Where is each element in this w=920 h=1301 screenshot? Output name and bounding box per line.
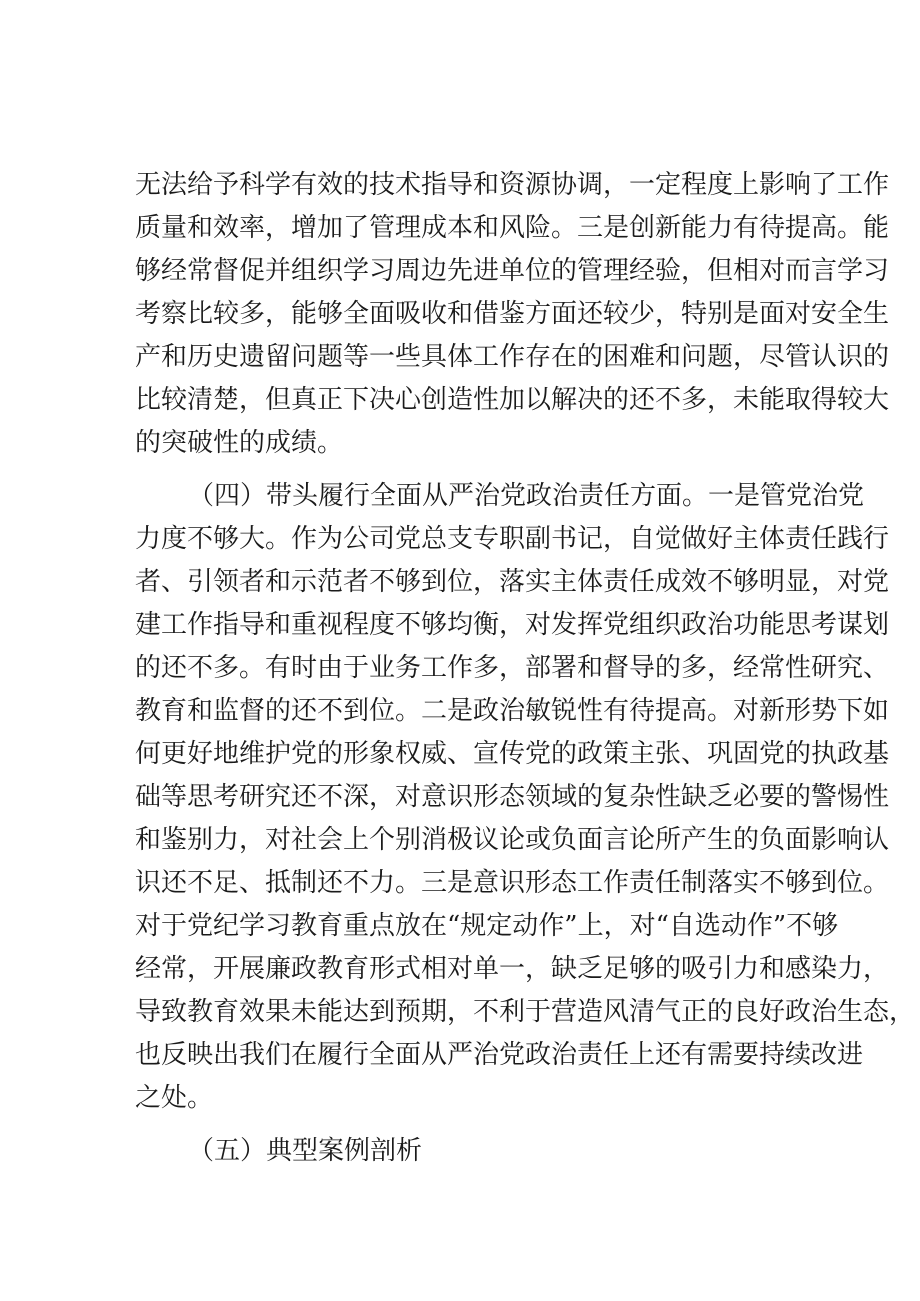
text-line: 何更好地维护党的形象权威、宣传党的政策主张、巩固党的执政基 [135, 739, 890, 769]
text-line: 比较清楚，但真正下决心创造性加以解决的还不多，未能取得较大 [135, 385, 890, 415]
text-line: 对于党纪学习教育重点放在“规定动作”上，对“自选动作”不够 [135, 911, 839, 941]
text-line: 之处。 [135, 1083, 214, 1113]
text-line: （四）带头履行全面从严治党政治责任方面。一是管党治党 [188, 481, 865, 511]
text-line: 无法给予科学有效的技术指导和资源协调，一定程度上影响了工作 [135, 170, 890, 200]
text-line: 质量和效率，增加了管理成本和风险。三是创新能力有待提高。能 [135, 213, 890, 243]
text-line: 建工作指导和重视程度不够均衡，对发挥党组织政治功能思考谋划 [135, 610, 890, 640]
text-line: 和鉴别力，对社会上个别消极议论或负面言论所产生的负面影响认 [135, 825, 890, 855]
text-line: 力度不够大。作为公司党总支专职副书记，自觉做好主体责任践行 [135, 524, 890, 554]
text-line: 导致教育效果未能达到预期，不利于营造风清气正的良好政治生态， [135, 997, 916, 1027]
text-line: 的还不多。有时由于业务工作多，部署和督导的多，经常性研究、 [135, 653, 890, 683]
text-line: 考察比较多，能够全面吸收和借鉴方面还较少，特别是面对安全生 [135, 299, 890, 329]
text-line: 的突破性的成绩。 [135, 428, 344, 458]
text-line: 者、引领者和示范者不够到位，落实主体责任成效不够明显，对党 [135, 567, 890, 597]
text-line: 也反映出我们在履行全面从严治党政治责任上还有需要持续改进 [135, 1040, 864, 1070]
text-line: 经常，开展廉政教育形式相对单一，缺乏足够的吸引力和感染力， [135, 954, 890, 984]
text-line: 教育和监督的还不到位。二是政治敏锐性有待提高。对新形势下如 [135, 696, 890, 726]
text-line: 够经常督促并组织学习周边先进单位的管理经验，但相对而言学习 [135, 256, 890, 286]
section-heading: （五）典型案例剖析 [188, 1136, 423, 1166]
text-line: 识还不足、抵制还不力。三是意识形态工作责任制落实不够到位。 [135, 868, 890, 898]
text-line: 础等思考研究还不深，对意识形态领域的复杂性缺乏必要的警惕性 [135, 782, 890, 812]
text-line: 产和历史遗留问题等一些具体工作存在的困难和问题，尽管认识的 [135, 342, 890, 372]
